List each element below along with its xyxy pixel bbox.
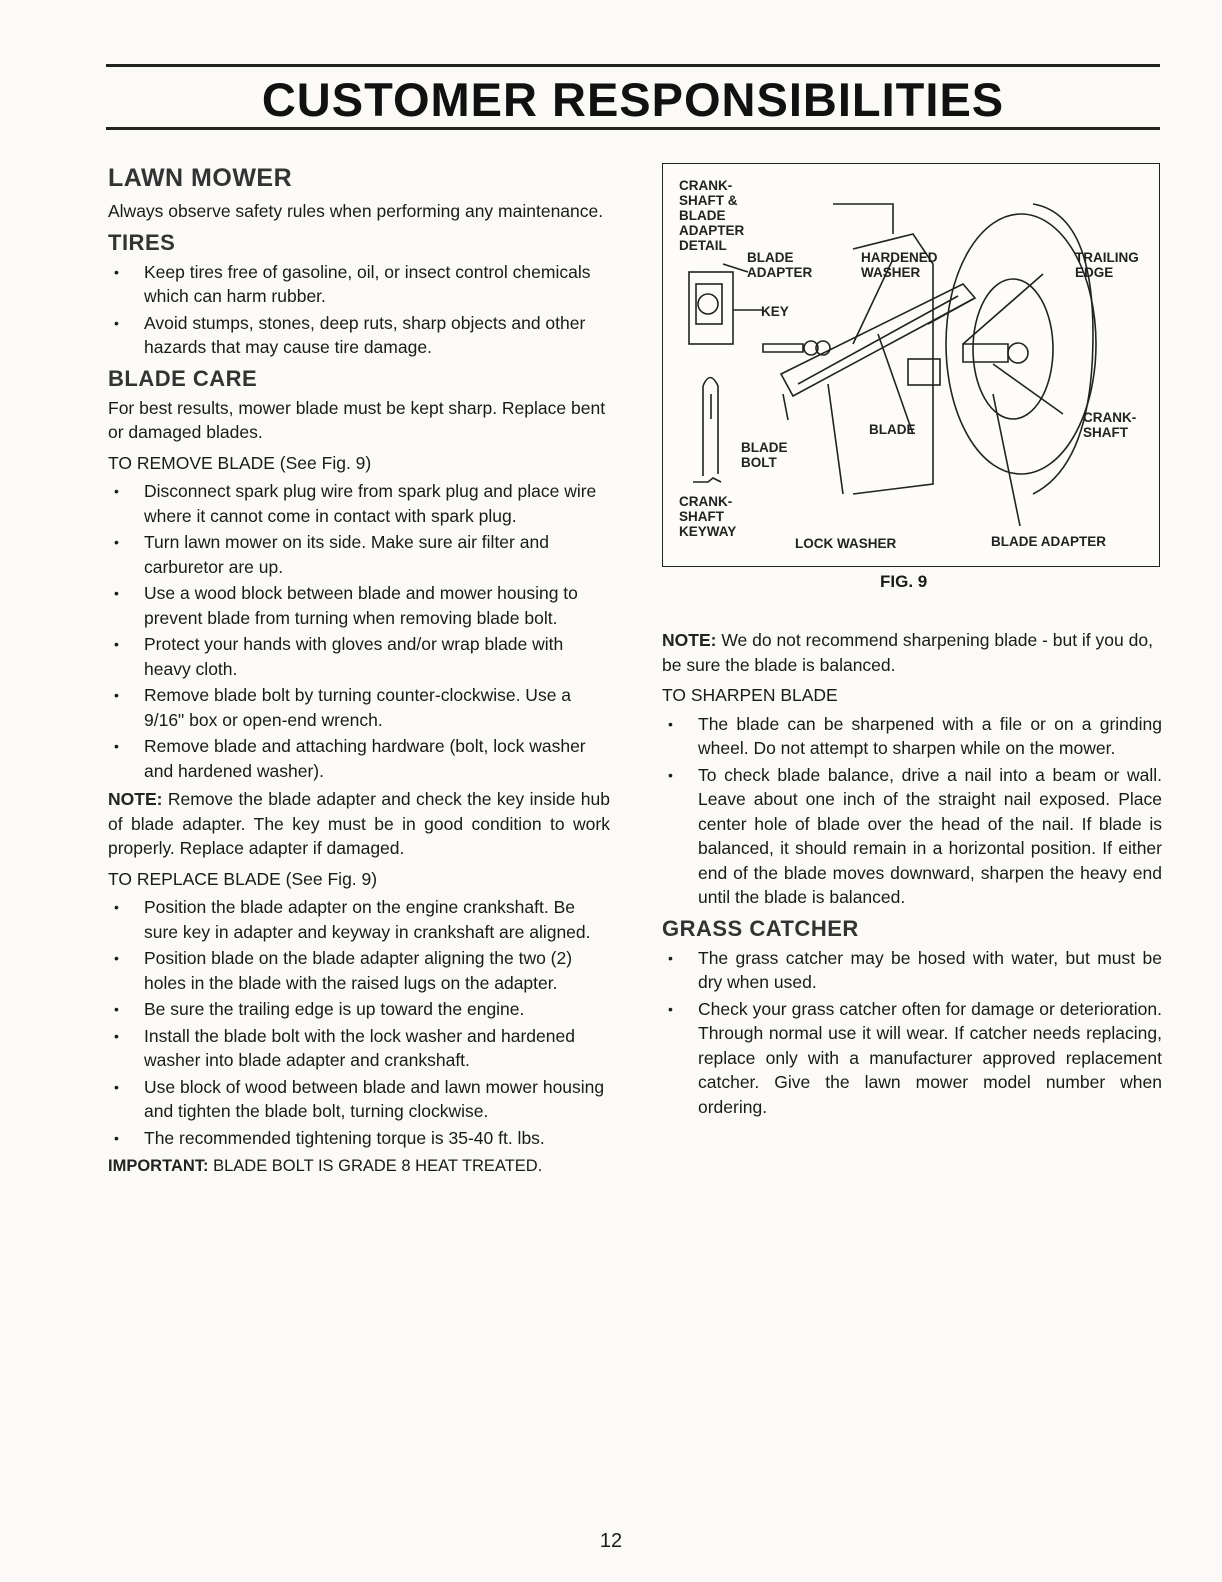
tires-list (108, 260, 610, 360)
lawn-mower-intro: Always observe safety rules when performing any maintenance. (108, 201, 604, 221)
list-item: • Use a wood block between blade and mower housing to prevent blade from turning when removing blade bolt. (114, 583, 578, 628)
list-item: • Disconnect spark plug wire from spark plug and place wire where it cannot come in contact with spark plug. (114, 481, 597, 526)
remove-blade-heading: TO REMOVE BLADE (See Fig. 9) (108, 452, 372, 473)
label-lock-washer: LOCK WASHER (795, 536, 897, 551)
sharpen-list (662, 712, 1162, 910)
lawn-mower-heading: LAWN MOWER (108, 164, 293, 192)
label-trailing-edge: TRAILING EDGE (1075, 250, 1139, 280)
list-item: • Turn lawn mower on its side. Make sure air filter and carburetor are up. (114, 532, 549, 577)
list-item: • Keep tires free of gasoline, oil, or insect control chemicals which can harm rubber. (114, 261, 591, 306)
grass-catcher-list (662, 946, 1162, 1120)
label-crankshaft: CRANK- SHAFT (1083, 410, 1137, 440)
replace-blade-list (108, 895, 610, 1150)
remove-blade-list (108, 479, 610, 783)
list-item: • Install the blade bolt with the lock washer and hardened washer into blade adapter and crankshaft. (114, 1025, 575, 1070)
list-item: • Protect your hands with gloves and/or wrap blade with heavy cloth. (114, 634, 564, 679)
list-item: • To check blade balance, drive a nail into a beam or wall. Leave about one inch of the straight nail exposed. Place center hole of blade over the head of the nail. If blade is balanced, it should remain in a horizontal position. If either end of the blade moves downward, sharpen the heavy end until the blade is balanced. (668, 764, 1162, 907)
blade-care-heading: BLADE CARE (108, 365, 258, 391)
list-item: • The blade can be sharpened with a file or on a grinding wheel. Do not attempt to sharpen while on the mower. (668, 713, 1162, 758)
list-item: • Avoid stumps, stones, deep ruts, sharp objects and other hazards that may cause tire damage. (114, 312, 586, 357)
label-blade-bolt: BLADE BOLT (741, 440, 788, 470)
label-blade-adapter: BLADE ADAPTER (747, 250, 813, 280)
list-item: • The recommended tightening torque is 35-40 ft. lbs. (114, 1127, 545, 1148)
left-column (108, 160, 610, 1185)
list-item: • Check your grass catcher often for damage or deterioration. Through normal use it will wear. If catcher needs replacing, replace only with a manufacturer approved replacement catcher. Give the lawn mower model number when ordering. (668, 998, 1162, 1117)
list-item: • The grass catcher may be hosed with water, but must be dry when used. (668, 947, 1162, 992)
figure-9 (662, 163, 1160, 567)
label-key: KEY (761, 304, 789, 319)
important-note: IMPORTANT: BLADE BOLT IS GRADE 8 HEAT TREATED. (108, 1157, 543, 1175)
grass-catcher-heading: GRASS CATCHER (662, 915, 859, 941)
list-item: • Remove blade bolt by turning counter-clockwise. Use a 9/16" box or open-end wrench. (114, 685, 572, 730)
label-blade: BLADE (869, 422, 916, 437)
list-item: • Be sure the trailing edge is up toward the engine. (114, 999, 525, 1019)
title-underline (106, 127, 1160, 130)
blade-note: NOTE: Remove the blade adapter and check the key inside hub of blade adapter. The key must be in good condition to work properly. Replace adapter if damaged. (108, 789, 610, 858)
list-item: • Position the blade adapter on the engine crankshaft. Be sure key in adapter and keyway in crankshaft are aligned. (114, 897, 591, 942)
top-rule (106, 64, 1160, 67)
figure-caption: FIG. 9 (880, 572, 928, 591)
blade-care-intro: For best results, mower blade must be kept sharp. Replace bent or damaged blades. (108, 397, 606, 442)
right-column (662, 628, 1162, 1123)
list-item: • Remove blade and attaching hardware (bolt, lock washer and hardened washer). (114, 736, 586, 781)
label-blade-adapter-bottom: BLADE ADAPTER (991, 534, 1107, 549)
label-crankshaft-keyway: CRANK- SHAFT KEYWAY (679, 494, 737, 539)
tires-heading: TIRES (108, 229, 176, 255)
label-crankshaft-adapter-detail: CRANK- SHAFT & BLADE ADAPTER DETAIL (679, 178, 745, 253)
sharpen-note: NOTE: We do not recommend sharpening blade - but if you do, be sure the blade is balanced. (662, 630, 1153, 675)
replace-blade-heading: TO REPLACE BLADE (See Fig. 9) (108, 868, 378, 889)
list-item: • Position blade on the blade adapter aligning the two (2) holes in the blade with the raised lugs on the adapter. (114, 948, 573, 993)
sharpen-heading: TO SHARPEN BLADE (662, 685, 838, 705)
page-number: 12 (599, 1530, 623, 1552)
label-hardened-washer: HARDENED WASHER (861, 250, 938, 280)
page-title: CUSTOMER RESPONSIBILITIES (261, 73, 1005, 126)
list-item: • Use block of wood between blade and lawn mower housing and tighten the blade bolt, turning clockwise. (114, 1076, 605, 1121)
